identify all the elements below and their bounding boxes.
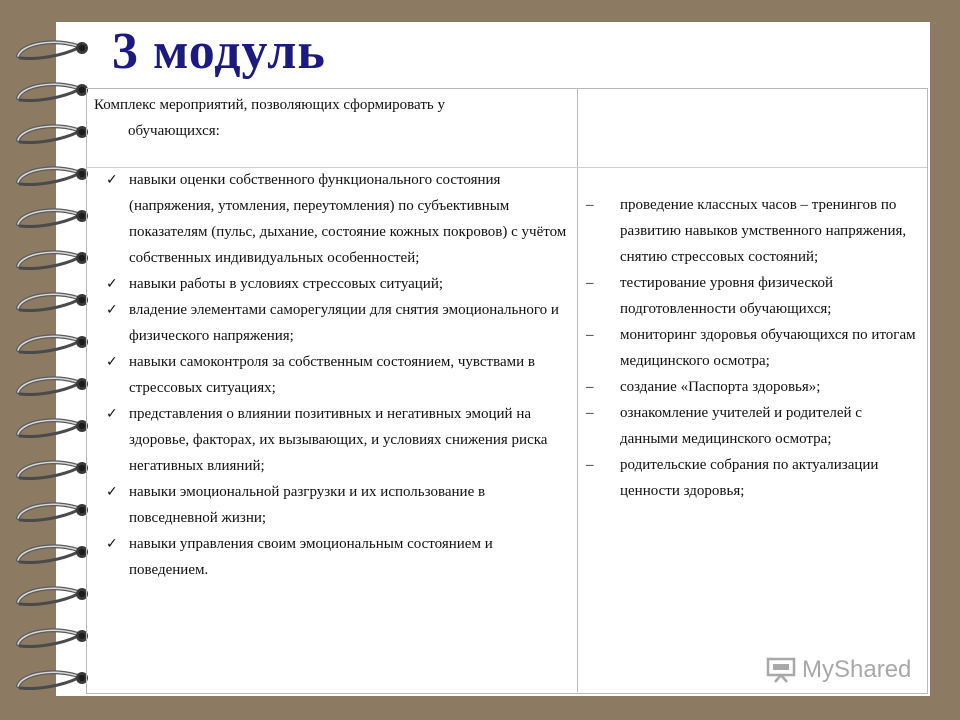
spiral-ring <box>12 162 90 190</box>
watermark-text: MyShared <box>802 656 912 683</box>
spiral-ring <box>12 372 90 400</box>
spiral-ring <box>12 456 90 484</box>
spiral-ring <box>12 498 90 526</box>
spiral-ring <box>12 540 90 568</box>
dash-bullet: – <box>586 379 594 395</box>
list-item: ✓ навыки эмоциональной разгрузки и их использование в повседневной жизни; <box>94 479 572 531</box>
list-item: – проведение классных часов – тренингов по развитию навыков умственного напряжения, снятию стрессовых состояний; <box>582 192 922 270</box>
intro-line-2: обучающихся: <box>128 123 220 139</box>
dash-bullet: – <box>586 457 594 473</box>
spiral-ring <box>12 288 90 316</box>
list-item: ✓ представления о влиянии позитивных и негативных эмоций на здоровье, факторах, их вызывающих, и условиях снижения риска негативных влияний; <box>94 401 572 479</box>
dash-bullet: – <box>586 405 594 421</box>
list-item: ✓ навыки оценки собственного функционального состояния (напряжения, утомления, переутомления) по субъективным показателям (пульс, дыхание, состояние кожных покровов) с учётом собственных индивидуальных особенностей; <box>94 167 572 271</box>
spiral-ring <box>12 624 90 652</box>
spiral-ring <box>12 120 90 148</box>
list-item: ✓ навыки работы в условиях стрессовых ситуаций; <box>94 271 572 297</box>
check-icon: ✓ <box>106 276 118 292</box>
list-item: ✓ навыки управления своим эмоциональным состоянием и поведением. <box>94 531 572 583</box>
check-icon: ✓ <box>106 536 118 552</box>
intro-line-1: Комплекс мероприятий, позволяющих сформировать у <box>94 97 445 113</box>
watermark <box>766 656 911 684</box>
row-divider <box>577 167 927 168</box>
spiral-ring <box>12 582 90 610</box>
dash-bullet: – <box>586 275 594 291</box>
presentation-icon <box>766 657 796 683</box>
check-icon: ✓ <box>106 406 118 422</box>
spiral-ring <box>12 36 90 64</box>
dash-bullet: – <box>586 327 594 343</box>
list-item: – создание «Паспорта здоровья»; <box>582 374 922 400</box>
intro-text <box>94 92 572 144</box>
dash-bullet: – <box>586 197 594 213</box>
list-item: – родительские собрания по актуализации ценности здоровья; <box>582 452 922 504</box>
spiral-ring <box>12 78 90 106</box>
check-icon: ✓ <box>106 354 118 370</box>
list-item: ✓ владение элементами саморегуляции для снятия эмоционального и физического напряжения; <box>94 297 572 349</box>
column-divider <box>577 88 578 692</box>
list-item: – мониторинг здоровья обучающихся по итогам медицинского осмотра; <box>582 322 922 374</box>
check-icon: ✓ <box>106 302 118 318</box>
check-icon: ✓ <box>106 172 118 188</box>
spiral-ring <box>12 246 90 274</box>
list-item: – тестирование уровня физической подготовленности обучающихся; <box>582 270 922 322</box>
check-icon: ✓ <box>106 484 118 500</box>
skills-list <box>94 167 572 583</box>
list-item: – ознакомление учителей и родителей с данными медицинского осмотра; <box>582 400 922 452</box>
spiral-ring <box>12 666 90 694</box>
spiral-ring <box>12 330 90 358</box>
activities-list <box>582 192 922 504</box>
spiral-ring <box>12 414 90 442</box>
list-item: ✓ навыки самоконтроля за собственным состоянием, чувствами в стрессовых ситуациях; <box>94 349 572 401</box>
spiral-ring <box>12 204 90 232</box>
slide-title: 3 модуль <box>112 23 326 80</box>
